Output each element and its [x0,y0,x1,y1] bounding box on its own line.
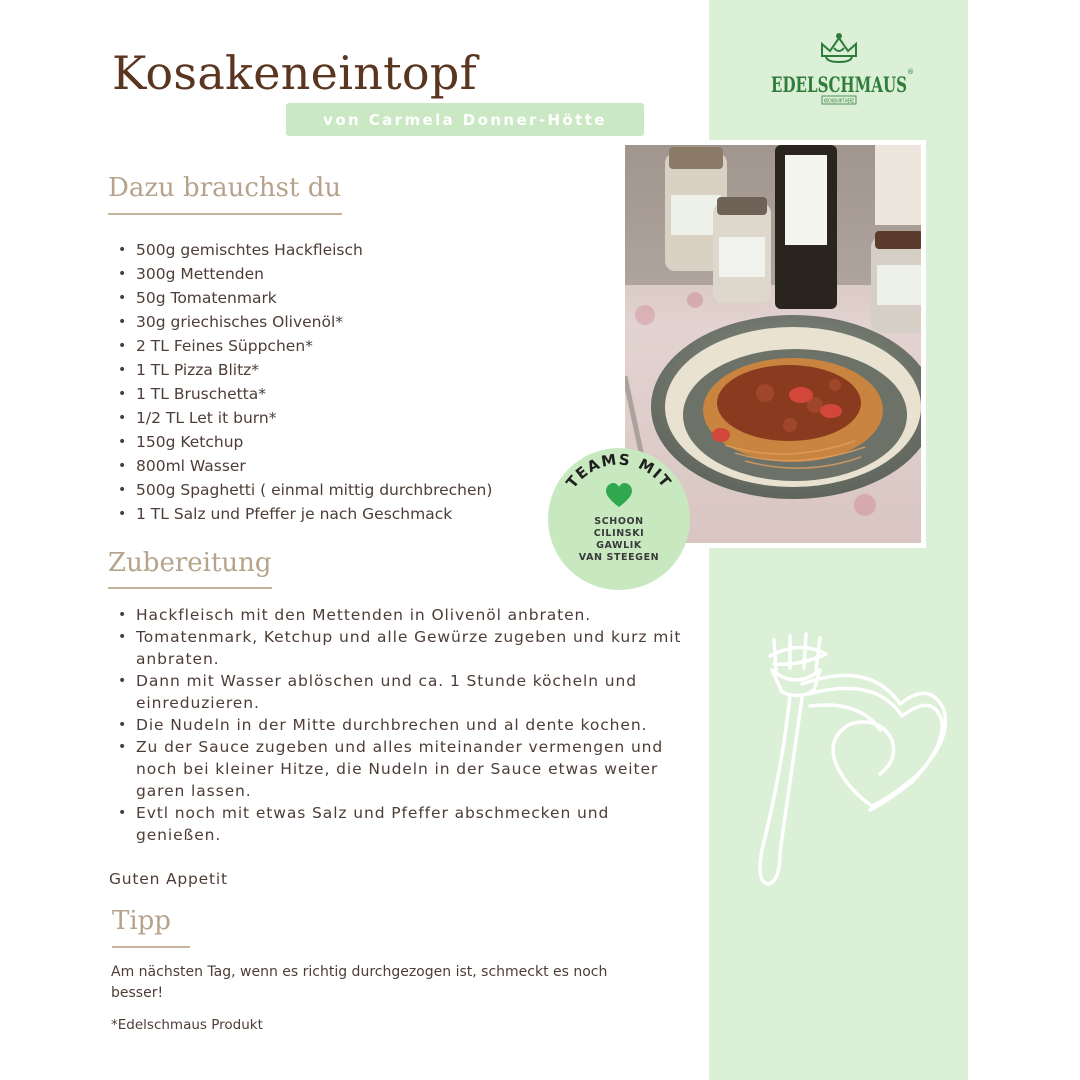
bullet-icon: • [118,805,128,821]
bullet-icon: • [118,314,127,330]
preparation-step [110,626,690,670]
preparation-steps [110,604,690,846]
preparation-step-text: Die Nudeln in der Mitte durchbrechen und al dente kochen. [136,716,648,734]
bullet-icon: • [118,506,127,522]
preparation-step-text: Zu der Sauce zugeben und alles miteinander vermengen und noch bei kleiner Hitze, die Nudeln in der Sauce etwas weiter garen lassen. [136,738,664,800]
bullet-icon: • [118,717,128,733]
registered-mark: ® [907,68,914,76]
brand-name: EDELSCHMAUS [771,72,907,97]
ingredients-heading: Dazu brauchst du [108,173,342,203]
edelschmaus-logo [764,32,914,112]
preparation-step-text: Tomatenmark, Ketchup und alle Gewürze zugeben und kurz mit anbraten. [136,628,682,668]
preparation-step-text: Dann mit Wasser ablöschen und ca. 1 Stunde köcheln und einreduzieren. [136,672,637,712]
preparation-step-text: Hackfleisch mit den Mettenden in Olivenöl anbraten. [136,606,592,624]
bullet-icon: • [118,290,127,306]
badge-heading: TEAMS MIT [562,450,676,492]
ingredient-item [110,406,580,430]
ingredient-item-text: 800ml Wasser [136,457,246,475]
ingredient-item [110,430,580,454]
brand-tagline: KOCHEN MIT HERZ [824,98,855,105]
svg-text:TEAMS MIT [563,450,676,491]
ingredient-item [110,262,580,286]
bullet-icon: • [118,629,128,645]
preparation-heading: Zubereitung [108,548,272,578]
ingredient-item [110,310,580,334]
bullet-icon: • [118,386,127,402]
closing-text: Guten Appetit [109,870,228,888]
ingredient-item-text: 500g gemischtes Hackfleisch [136,241,363,259]
tip-text: Am nächsten Tag, wenn es richtig durchgezogen ist, schmeckt es noch besser! [111,964,608,1001]
bullet-icon: • [118,362,127,378]
ingredient-item-text: 1/2 TL Let it burn* [136,409,277,427]
ingredient-item [110,382,580,406]
preparation-step [110,714,690,736]
ingredient-item-text: 30g griechisches Olivenöl* [136,313,344,331]
teams-badge [548,448,690,590]
tip-heading: Tipp [112,906,171,936]
author-banner: von Carmela Donner-Hötte [286,103,644,136]
bullet-icon: • [118,458,127,474]
preparation-step [110,670,690,714]
ingredient-item-text: 1 TL Bruschetta* [136,385,267,403]
ingredient-item [110,502,580,526]
ingredient-item-text: 1 TL Salz und Pfeffer je nach Geschmack [136,505,453,523]
preparation-step [110,736,690,802]
badge-team-name: CILINSKI [593,528,645,539]
bullet-icon: • [118,338,127,354]
ingredient-item-text: 150g Ketchup [136,433,244,451]
crown-icon [822,34,856,62]
recipe-title: Kosakeneintopf [112,46,477,100]
ingredient-item [110,334,580,358]
ingredient-list [110,238,580,526]
ingredient-item [110,238,580,262]
bullet-icon: • [118,242,127,258]
tip-heading-underline [112,946,190,948]
bullet-icon: • [118,410,127,426]
bullet-icon: • [118,482,127,498]
bullet-icon: • [118,266,127,282]
ingredient-item [110,454,580,478]
footnote: *Edelschmaus Produkt [111,1017,263,1033]
bullet-icon: • [118,673,128,689]
preparation-step [110,604,690,626]
ingredient-item-text: 2 TL Feines Süppchen* [136,337,313,355]
ingredient-item [110,358,580,382]
preparation-step-text: Evtl noch mit etwas Salz und Pfeffer abschmecken und genießen. [136,804,610,844]
ingredients-heading-underline [108,213,342,215]
ingredient-item [110,286,580,310]
ingredient-item-text: 500g Spaghetti ( einmal mittig durchbrechen) [136,481,493,499]
badge-team-name: VAN STEEGEN [578,552,660,563]
badge-team-name: SCHOON [594,516,644,527]
bullet-icon: • [118,434,127,450]
preparation-heading-underline [108,587,272,589]
bullet-icon: • [118,739,128,755]
ingredient-item [110,478,580,502]
ingredient-item-text: 50g Tomatenmark [136,289,277,307]
badge-team-name: GAWLIK [596,540,642,551]
bullet-icon: • [118,607,128,623]
fork-spaghetti-illustration [730,620,960,900]
preparation-step [110,802,690,846]
ingredient-item-text: 1 TL Pizza Blitz* [136,361,260,379]
ingredient-item-text: 300g Mettenden [136,265,264,283]
heart-icon [606,483,632,507]
